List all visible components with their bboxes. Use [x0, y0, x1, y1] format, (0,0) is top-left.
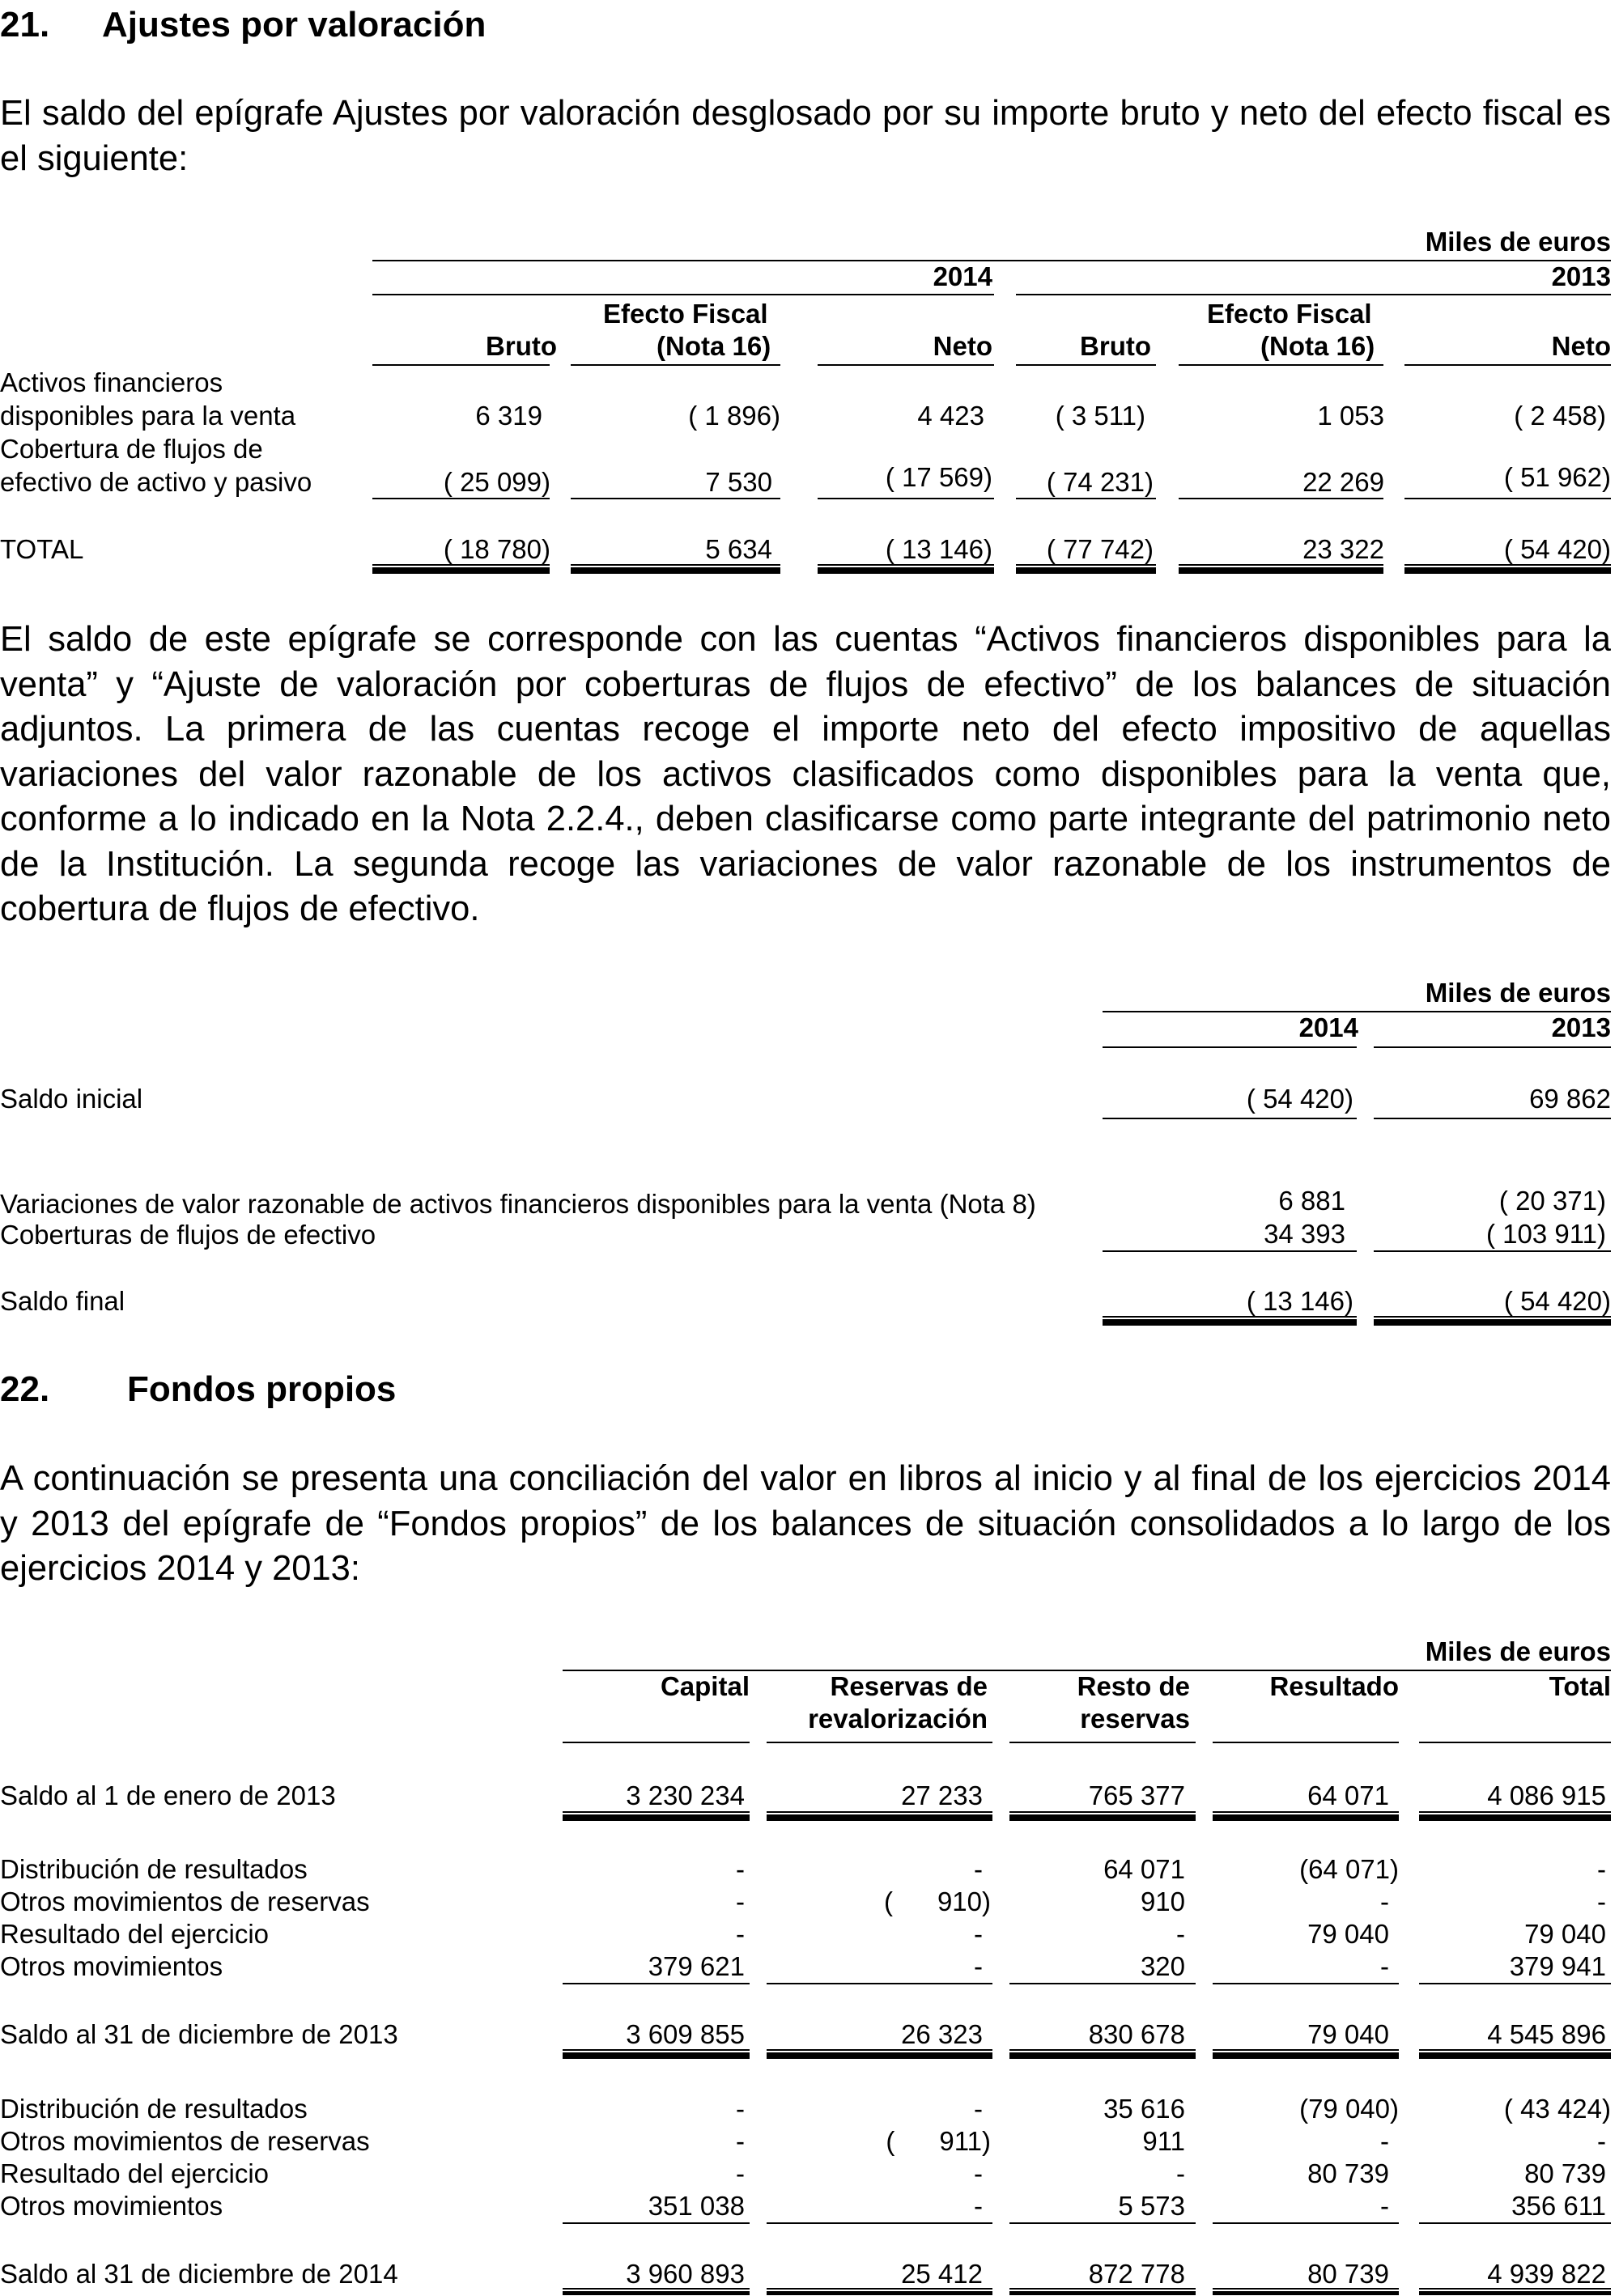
table-cell: 320: [1140, 1951, 1185, 1981]
table-cell: -: [974, 1951, 983, 1981]
t1-col-bruto-2014: Bruto: [486, 331, 557, 361]
table-cell: ( 13 146): [1246, 1286, 1353, 1316]
table-cell: 5 634: [705, 534, 772, 564]
table-cell: 379 621: [648, 1951, 745, 1981]
t1-hdr-rule: [1179, 364, 1383, 366]
table-cell: 4 423: [917, 401, 984, 431]
section-22-intro: A continuación se presenta una conciliación del valor en libros al inicio y al final de los ejercicios 2014 y 2013 del epígrafe de “Fondos propios” de los balances de situación consolidados a lo largo de los ejercicios 2014 y 2013:: [0, 1459, 1611, 1588]
table-cell: 7 530: [705, 467, 772, 497]
t3-col-resultado: Resultado: [1269, 1671, 1399, 1701]
t2-total-rule: [1103, 1316, 1357, 1318]
t1-hdr-rule: [1404, 364, 1611, 366]
table-cell: -: [1380, 2126, 1389, 2156]
table-cell: -: [1597, 2126, 1606, 2156]
t3-double-rule: [1009, 2291, 1196, 2295]
table-cell: 3 960 893: [626, 2259, 745, 2289]
t2-double-rule: [1374, 1319, 1611, 1326]
t3-rule: [563, 1811, 750, 1813]
section-21-paragraph: El saldo de este epígrafe se corresponde con las cuentas “Activos financieros disponibles para la venta” y “Ajuste de valoración por coberturas de flujos de efectivo” de los balances de situación adjuntos. La primera de las cuentas recoge el importe neto del efecto impositivo de aquellas variaciones del valor razonable de los activos clasificados como disponibles para la venta que, conforme a lo indicado en la Nota 2.2.4., deben clasificarse como parte integrante del patrimonio neto de la Institución. La segunda recoge las variaciones de valor razonable de los instrumentos de cobertura de flujos de efectivo.: [0, 620, 1611, 928]
t1-row2-label2: efectivo de activo y pasivo: [0, 467, 312, 497]
table-cell: ( 18 780): [443, 534, 550, 564]
t3-hdr-rule: [1009, 1742, 1196, 1743]
t1-col-neto-2013: Neto: [1551, 331, 1611, 361]
table-cell: 3 609 855: [626, 2019, 745, 2049]
table-cell: 80 739: [1307, 2259, 1389, 2289]
table-cell: 910: [1140, 1886, 1185, 1916]
t3-rule: [767, 2288, 992, 2290]
t3-double-rule: [1213, 2052, 1399, 2059]
table-cell: ( 54 420): [1246, 1084, 1353, 1114]
t1-col-bruto-2013: Bruto: [1080, 331, 1151, 361]
t3-rule: [1009, 2222, 1196, 2224]
table-cell: -: [1380, 1886, 1389, 1916]
table-cell: 872 778: [1088, 2259, 1185, 2289]
section-22-number: 22.: [0, 1369, 50, 1409]
t3-rule: [563, 1983, 750, 1984]
t2-double-rule: [1103, 1319, 1357, 1326]
t3-rule: [1213, 2049, 1399, 2051]
table-cell: ( 77 742): [1046, 534, 1154, 564]
t3-rule: [1419, 2049, 1611, 2051]
table-cell: ( 54 420): [1503, 534, 1611, 564]
t2-unit: Miles de euros: [1425, 978, 1611, 1008]
t1-double-rule: [372, 567, 550, 574]
table-cell: 34 393: [1264, 1219, 1345, 1249]
t3-col-total: Total: [1549, 1671, 1611, 1701]
t2-rule: [1103, 1250, 1357, 1252]
t3-double-rule: [563, 2291, 750, 2295]
table-cell: -: [736, 2158, 745, 2188]
t3-rule: [1213, 1811, 1399, 1813]
t1-total-rule: [1179, 564, 1383, 566]
t3-rule: [1009, 2288, 1196, 2290]
t3-row-label: Saldo al 31 de diciembre de 2013: [0, 2019, 398, 2049]
table-cell: 80 739: [1307, 2158, 1389, 2188]
t3-double-rule: [1213, 2291, 1399, 2295]
t2-year-2014: 2014: [1298, 1012, 1358, 1042]
table-cell: ( 20 371): [1498, 1186, 1606, 1216]
t3-double-rule: [767, 1814, 992, 1821]
t1-sub-rule: [1404, 498, 1611, 499]
table-cell: 6 319: [475, 401, 542, 431]
table-cell: -: [974, 1919, 983, 1949]
t1-double-rule: [1404, 567, 1611, 574]
table-cell: -: [736, 2094, 745, 2124]
table-cell: ( 13 146): [885, 534, 992, 564]
t3-double-rule: [1213, 1814, 1399, 1821]
t3-double-rule: [767, 2291, 992, 2295]
t1-double-rule: [818, 567, 994, 574]
table-cell: 5 573: [1118, 2191, 1185, 2221]
t3-row-label: Resultado del ejercicio: [0, 1919, 270, 1949]
t3-col-reservas-1: Reservas de: [830, 1671, 988, 1701]
table-cell: ( 1 896): [688, 401, 780, 431]
table-cell: -: [1176, 2158, 1185, 2188]
t2-rule: [1374, 1118, 1611, 1119]
table-cell: 4 086 915: [1487, 1780, 1606, 1810]
t3-rule: [1009, 2049, 1196, 2051]
table-cell: 4 545 896: [1487, 2019, 1606, 2049]
t1-row2-label1: Cobertura de flujos de: [0, 434, 263, 464]
t1-col-efecto-2013: Efecto Fiscal: [1207, 299, 1372, 329]
t1-year-rule-2013: [1016, 294, 1611, 295]
table-cell: -: [1597, 1854, 1606, 1884]
t1-double-rule: [1179, 567, 1383, 574]
t1-row1-label1: Activos financieros: [0, 367, 223, 397]
t1-sub-rule: [372, 498, 550, 499]
t1-total-rule: [571, 564, 780, 566]
t2-rule: [1374, 1250, 1611, 1252]
table-cell: 79 040: [1307, 1919, 1389, 1949]
t3-hdr-rule: [767, 1742, 992, 1743]
t1-double-rule: [571, 567, 780, 574]
table-cell: ( 17 569): [885, 462, 992, 492]
t3-row-label: Saldo al 31 de diciembre de 2014: [0, 2259, 398, 2289]
section-21-number: 21.: [0, 5, 50, 45]
table-cell: -: [736, 1854, 745, 1884]
table-cell: 25 412: [901, 2259, 983, 2289]
table-cell: -: [736, 1919, 745, 1949]
table-cell: 1 053: [1317, 401, 1384, 431]
table-cell: 64 071: [1307, 1780, 1389, 1810]
t2-hdr-rule: [1374, 1046, 1611, 1048]
t3-hdr-rule: [563, 1742, 750, 1743]
t3-rule: [767, 2049, 992, 2051]
t3-col-resto-2: reservas: [1080, 1704, 1190, 1734]
t1-total-rule: [1404, 564, 1611, 566]
t3-rule: [563, 2049, 750, 2051]
t1-hdr-rule: [571, 364, 780, 366]
table-cell: ( 54 420): [1503, 1286, 1611, 1316]
t1-hdr-rule: [372, 364, 550, 366]
t1-total-rule: [1016, 564, 1156, 566]
table-cell: 3 230 234: [626, 1780, 745, 1810]
t3-rule: [1419, 2288, 1611, 2290]
t3-rule: [767, 1811, 992, 1813]
t3-double-rule: [767, 2052, 992, 2059]
t3-row-label: Otros movimientos: [0, 2191, 223, 2221]
table-cell: -: [1380, 2191, 1389, 2221]
table-cell: 35 616: [1103, 2094, 1185, 2124]
t3-double-rule: [1009, 1814, 1196, 1821]
table-cell: (64 071): [1299, 1854, 1399, 1884]
table-cell: -: [974, 2158, 983, 2188]
t1-hdr-rule: [818, 364, 994, 366]
t1-total-label: TOTAL: [0, 534, 84, 564]
t1-sub-rule: [1179, 498, 1383, 499]
t2-saldo-final-label: Saldo final: [0, 1286, 125, 1316]
t3-rule: [767, 2222, 992, 2224]
table-cell: -: [1176, 1919, 1185, 1949]
t1-col-efecto: Efecto Fiscal: [603, 299, 768, 329]
table-cell: -: [974, 2191, 983, 2221]
t3-row-label: Otros movimientos: [0, 1951, 223, 1981]
t3-col-resto-1: Resto de: [1077, 1671, 1190, 1701]
table-cell: 23 322: [1302, 534, 1384, 564]
t2-year-2013: 2013: [1551, 1012, 1611, 1042]
t1-unit: Miles de euros: [1425, 227, 1611, 257]
table-cell: -: [1597, 1886, 1606, 1916]
table-cell: (79 040): [1299, 2094, 1399, 2124]
table-cell: ( 25 099): [443, 467, 550, 497]
t3-rule: [1213, 2288, 1399, 2290]
t3-row-label: Distribución de resultados: [0, 2094, 308, 2124]
t1-year-2014: 2014: [933, 261, 992, 291]
t3-double-rule: [1419, 1814, 1611, 1821]
table-cell: 830 678: [1088, 2019, 1185, 2049]
t1-col-neto-2014: Neto: [933, 331, 992, 361]
t3-rule: [767, 1983, 992, 1984]
t1-total-rule: [372, 564, 550, 566]
t3-row-label: Otros movimientos de reservas: [0, 2126, 370, 2156]
table-cell: ( 911): [886, 2126, 991, 2156]
table-cell: ( 74 231): [1046, 467, 1154, 497]
table-cell: 356 611: [1511, 2191, 1606, 2221]
table-cell: ( 51 962): [1503, 462, 1611, 492]
table-cell: 27 233: [901, 1780, 983, 1810]
section-22-title: Fondos propios: [127, 1369, 397, 1409]
table-cell: -: [736, 1886, 745, 1916]
table-cell: 6 881: [1278, 1186, 1345, 1216]
t3-double-rule: [1009, 2052, 1196, 2059]
table-cell: ( 2 458): [1514, 401, 1606, 431]
t3-rule: [1213, 2222, 1399, 2224]
t3-row-label: Saldo al 1 de enero de 2013: [0, 1780, 336, 1810]
t3-hdr-rule: [1419, 1742, 1611, 1743]
t3-double-rule: [563, 1814, 750, 1821]
table-cell: 80 739: [1524, 2158, 1606, 2188]
t3-double-rule: [1419, 2052, 1611, 2059]
t2-total-rule: [1374, 1316, 1611, 1318]
t3-double-rule: [1419, 2291, 1611, 2295]
section-21-title: Ajustes por valoración: [102, 5, 487, 45]
table-cell: ( 103 911): [1486, 1219, 1606, 1249]
t1-year-rule-2014: [372, 294, 994, 295]
t3-col-reservas-2: revalorización: [808, 1704, 988, 1734]
table-cell: 351 038: [648, 2191, 745, 2221]
table-cell: 22 269: [1302, 467, 1384, 497]
table-cell: 69 862: [1529, 1084, 1611, 1114]
t3-rule: [1009, 1811, 1196, 1813]
t1-total-rule: [818, 564, 994, 566]
table-cell: 4 939 822: [1487, 2259, 1606, 2289]
t1-col-nota-2013: (Nota 16): [1260, 331, 1375, 361]
table-cell: 379 941: [1509, 1951, 1606, 1981]
t2-rule: [1103, 1118, 1357, 1119]
t1-hdr-rule: [1016, 364, 1156, 366]
t3-rule: [1419, 1983, 1611, 1984]
t1-year-2013: 2013: [1551, 261, 1611, 291]
table-cell: 911: [1142, 2126, 1185, 2156]
t3-rule: [563, 2288, 750, 2290]
t1-sub-rule: [1016, 498, 1156, 499]
t1-sub-rule: [571, 498, 780, 499]
table-cell: ( 910): [883, 1886, 991, 1916]
t2-hdr-rule: [1103, 1046, 1357, 1048]
t3-row-label: Otros movimientos de reservas: [0, 1886, 370, 1916]
table-cell: -: [736, 2126, 745, 2156]
t3-rule: [1419, 1811, 1611, 1813]
section-21-intro: El saldo del epígrafe Ajustes por valoración desglosado por su importe bruto y neto del efecto fiscal es el siguiente:: [0, 94, 1611, 178]
t3-hdr-rule: [1213, 1742, 1399, 1743]
t1-double-rule: [1016, 567, 1156, 574]
t1-sub-rule: [818, 498, 994, 499]
t3-row-label: Distribución de resultados: [0, 1854, 308, 1884]
table-cell: 79 040: [1524, 1919, 1606, 1949]
table-cell: ( 3 511): [1055, 401, 1145, 431]
t3-row-label: Resultado del ejercicio: [0, 2158, 270, 2188]
t3-rule: [1009, 1983, 1196, 1984]
table-cell: -: [974, 2094, 983, 2124]
t3-unit: Miles de euros: [1425, 1636, 1611, 1666]
table-cell: 26 323: [901, 2019, 983, 2049]
table-cell: 79 040: [1307, 2019, 1389, 2049]
t2-row1-label: Variaciones de valor razonable de activos financieros disponibles para la venta (Nota 8): [0, 1189, 1036, 1219]
t2-row2-label: Coberturas de flujos de efectivo: [0, 1220, 376, 1250]
table-cell: -: [974, 1854, 983, 1884]
table-cell: ( 43 424): [1503, 2094, 1611, 2124]
table-cell: 765 377: [1088, 1780, 1185, 1810]
t3-double-rule: [563, 2052, 750, 2059]
t3-rule: [1419, 2222, 1611, 2224]
t1-row1-label2: disponibles para la venta: [0, 401, 296, 431]
table-cell: 64 071: [1103, 1854, 1185, 1884]
t2-saldo-inicial-label: Saldo inicial: [0, 1084, 143, 1114]
t3-col-capital: Capital: [660, 1671, 750, 1701]
table-cell: -: [1380, 1951, 1389, 1981]
t3-rule: [563, 2222, 750, 2224]
t3-rule: [1213, 1983, 1399, 1984]
t1-col-nota-2014: (Nota 16): [657, 331, 771, 361]
